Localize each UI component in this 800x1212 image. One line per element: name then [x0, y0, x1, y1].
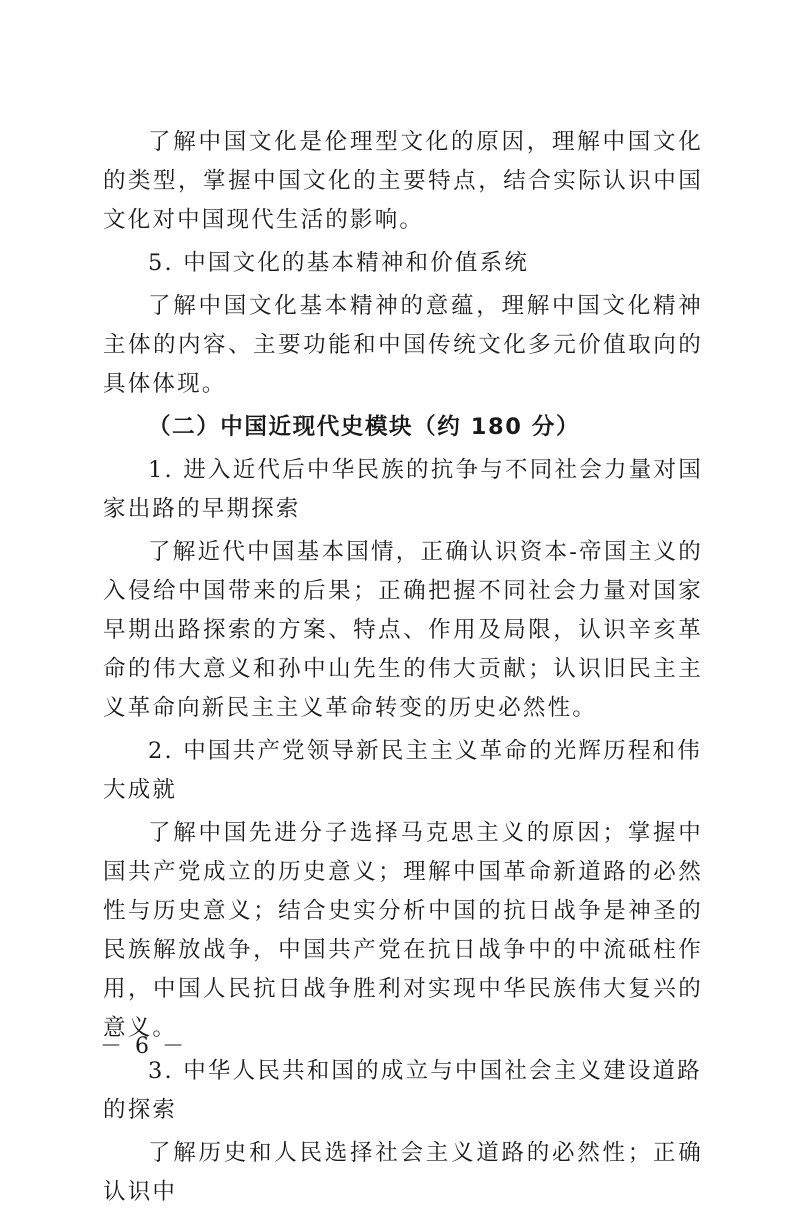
heading-basic-spirit: 5. 中国文化的基本精神和价值系统: [148, 250, 530, 276]
paragraph-new-democratic-revolution: 了解中国先进分子选择马克思主义的原因；掌握中国共产党成立的历史意义；理解中国革命新道路的必然性与历史意义；结合史实分析中国的抗日战争是神圣的民族解放战争，中国共产党在抗日战争中的中流砥柱作用，中国人民抗日战争胜利对实现中华民族伟大复兴的意义。: [103, 820, 703, 1041]
page-number: － 6 －: [100, 1034, 187, 1059]
section-heading-modern-history: （二）中国近现代史模块（约 180 分）: [148, 414, 581, 440]
paragraph-basic-spirit: 了解中国文化基本精神的意蕴，理解中国文化精神主体的内容、主要功能和中国传统文化多元价值取向的具体体现。: [103, 293, 703, 397]
heading-early-exploration: 1. 进入近代后中华民族的抗争与不同社会力量对国家出路的早期探索: [103, 457, 703, 522]
heading-new-democratic-revolution: 2. 中国共产党领导新民主主义革命的光辉历程和伟大成就: [103, 738, 702, 803]
paragraph-socialist-construction: 了解历史和人民选择社会主义道路的必然性；正确认识中: [103, 1140, 703, 1205]
paragraph-chinese-culture-type: 了解中国文化是伦理型文化的原因，理解中国文化的类型，掌握中国文化的主要特点，结合实际认识中国文化对中国现代生活的影响。: [103, 129, 703, 233]
document-body: [103, 123, 703, 1212]
heading-socialist-construction: 3. 中华人民共和国的成立与中国社会主义建设道路的探索: [103, 1058, 702, 1123]
paragraph-early-exploration: 了解近代中国基本国情，正确认识资本-帝国主义的入侵给中国带来的后果；正确把握不同社会力量对国家早期出路探索的方案、特点、作用及局限，认识辛亥革命的伟大意义和孙中山先生的伟大贡献；认识旧民主主义革命向新民主主义革命转变的历史必然性。: [103, 539, 703, 721]
